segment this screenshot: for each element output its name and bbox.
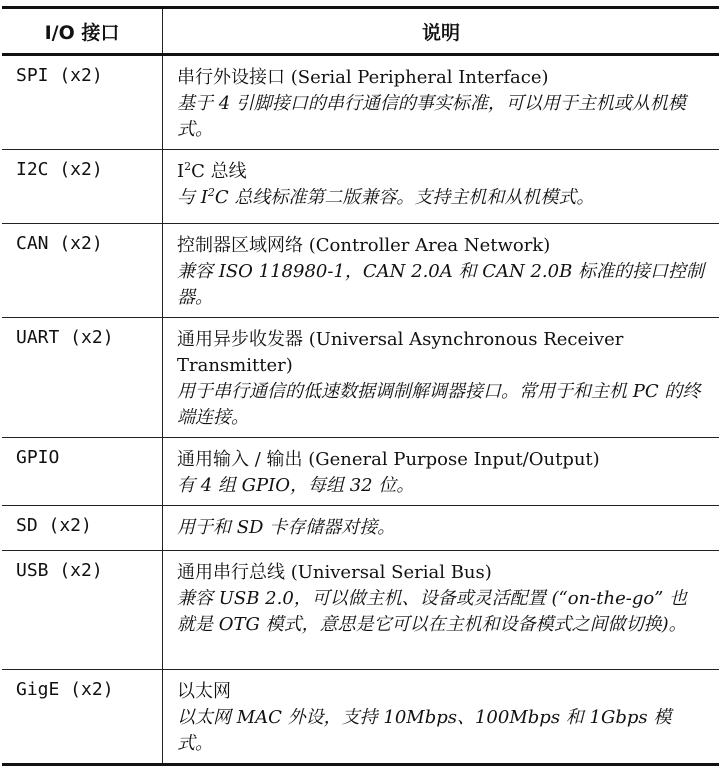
table-row bbox=[2, 670, 719, 765]
interface-cell: CAN (x2) bbox=[2, 224, 163, 318]
interface-cell: GigE (x2) bbox=[2, 670, 163, 765]
interface-description: 与 $I^2C$ 总线标准第二版兼容。支持主机和从机模式。 bbox=[177, 186, 595, 208]
description-cell bbox=[163, 438, 720, 506]
interface-full-name: 通用串行总线 (Universal Serial Bus) bbox=[177, 562, 492, 583]
interface-cell: UART (x2) bbox=[2, 318, 163, 438]
interface-description: 基于 4 引脚接口的串行通信的事实标准，可以用于主机或从机模式。 bbox=[177, 93, 686, 140]
description-cell bbox=[163, 506, 720, 551]
interface-description: 兼容 ISO 118980-1，CAN 2.0A 和 CAN 2.0B 标准的接口控制器。 bbox=[177, 261, 705, 308]
description-cell bbox=[163, 150, 720, 224]
description-cell bbox=[163, 55, 720, 150]
description-cell bbox=[163, 551, 720, 670]
interface-cell: USB (x2) bbox=[2, 551, 163, 670]
description-cell bbox=[163, 224, 720, 318]
interface-description: 兼容 USB 2.0，可以做主机、设备或灵活配置 (“on-the-go” 也就是 OTG 模式，意思是它可以在主机和设备模式之间做切换)。 bbox=[177, 588, 688, 635]
interface-full-name: 串行外设接口 (Serial Peripheral Interface) bbox=[177, 67, 549, 88]
table-row bbox=[2, 318, 719, 438]
interface-full-name: 通用异步收发器 (Universal Asynchronous Receiver Transmitter) bbox=[177, 329, 624, 376]
interface-description: 以太网 MAC 外设，支持 10Mbps、100Mbps 和 1Gbps 模式。 bbox=[177, 707, 672, 754]
interface-full-name: 通用输入 / 输出 (General Purpose Input/Output) bbox=[177, 449, 600, 470]
interface-description: 用于串行通信的低速数据调制解调器接口。常用于和主机 PC 的终端连接。 bbox=[177, 381, 701, 428]
table-row bbox=[2, 224, 719, 318]
interface-full-name: $I^2C$ 总线 bbox=[177, 160, 247, 182]
interface-cell: GPIO bbox=[2, 438, 163, 506]
interface-full-name: 以太网 bbox=[177, 681, 231, 702]
table-row bbox=[2, 438, 719, 506]
header-description: 说明 bbox=[163, 8, 720, 55]
table-header-row bbox=[2, 8, 719, 55]
interface-cell: I2C (x2) bbox=[2, 150, 163, 224]
header-io-interface: I/O 接口 bbox=[2, 8, 163, 55]
table-row bbox=[2, 55, 719, 150]
interface-description: 有 4 组 GPIO，每组 32 位。 bbox=[177, 475, 415, 496]
interface-description: 用于和 SD 卡存储器对接。 bbox=[177, 517, 396, 538]
table-row bbox=[2, 551, 719, 670]
interface-cell: SD (x2) bbox=[2, 506, 163, 551]
io-interface-table bbox=[2, 6, 719, 766]
interface-cell: SPI (x2) bbox=[2, 55, 163, 150]
table-row bbox=[2, 150, 719, 224]
table-row bbox=[2, 506, 719, 551]
description-cell bbox=[163, 318, 720, 438]
interface-full-name: 控制器区域网络 (Controller Area Network) bbox=[177, 235, 551, 256]
description-cell bbox=[163, 670, 720, 765]
